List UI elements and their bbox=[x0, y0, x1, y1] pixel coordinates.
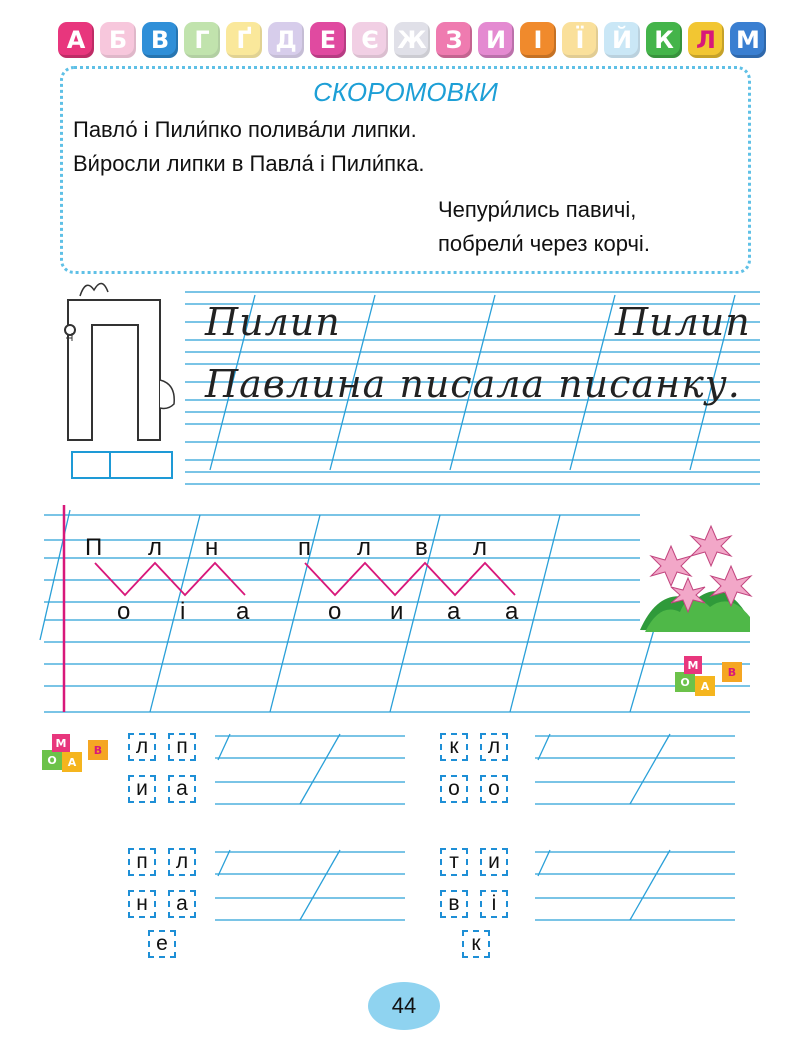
alphabet-tile: В bbox=[142, 22, 178, 58]
alphabet-tile: Ж bbox=[394, 22, 430, 58]
page-number: 44 bbox=[368, 982, 440, 1030]
letter-cell: н bbox=[128, 890, 156, 918]
syllable-connectors bbox=[95, 563, 515, 595]
twister-line-4: побрели́ через корчі. bbox=[438, 231, 650, 256]
exercise-ruling bbox=[215, 734, 735, 920]
alphabet-tile: Г bbox=[184, 22, 220, 58]
alphabet-tile: Л bbox=[688, 22, 724, 58]
svg-text:А: А bbox=[700, 680, 710, 693]
letter-cell: а bbox=[168, 890, 196, 918]
syllable-top-letter: л bbox=[473, 534, 488, 561]
alphabet-tile: М bbox=[730, 22, 766, 58]
twister-line-3: Чепури́лись павичі, bbox=[438, 197, 637, 222]
letter-cell: и bbox=[128, 775, 156, 803]
alphabet-tile: И bbox=[478, 22, 514, 58]
letter-cell: о bbox=[440, 775, 468, 803]
letter-cell: п bbox=[128, 848, 156, 876]
letter-cell: к bbox=[462, 930, 490, 958]
syllable-bottom-letter: а bbox=[236, 598, 250, 625]
svg-text:О: О bbox=[47, 754, 57, 767]
syllable-bottom-letter: а bbox=[505, 598, 519, 625]
letter-cell: а bbox=[168, 775, 196, 803]
svg-text:В: В bbox=[727, 666, 737, 679]
svg-text:А: А bbox=[67, 756, 77, 769]
toy-blocks-icon bbox=[42, 734, 108, 772]
syllable-top-letter: п bbox=[298, 534, 311, 561]
alphabet-tile: Б bbox=[100, 22, 136, 58]
letter-cell: е bbox=[148, 930, 176, 958]
letter-cell: л bbox=[480, 733, 508, 761]
alphabet-tile: Ї bbox=[562, 22, 598, 58]
letter-cell: о bbox=[480, 775, 508, 803]
alphabet-tile: Й bbox=[604, 22, 640, 58]
script-word-1: Пилип bbox=[205, 300, 341, 344]
syllable-top-letter: л bbox=[148, 534, 163, 561]
alphabet-tile: І bbox=[520, 22, 556, 58]
syllable-top-letter: П bbox=[85, 534, 103, 561]
syllable-top-letter: в bbox=[415, 534, 428, 561]
svg-text:М: М bbox=[687, 659, 699, 672]
toy-blocks-icon bbox=[675, 656, 742, 696]
flowers-illustration bbox=[640, 520, 751, 632]
syllable-bottom-letter: а bbox=[447, 598, 461, 625]
letter-cell: і bbox=[480, 890, 508, 918]
twister-line-2: Ви́росли липки в Павла́ і Пили́пка. bbox=[73, 151, 425, 176]
letter-cell: и bbox=[480, 848, 508, 876]
script-word-2: Пилип bbox=[615, 300, 751, 344]
syllable-bottom-letter: і bbox=[180, 598, 186, 625]
letter-cell: л bbox=[128, 733, 156, 761]
syllable-top-letter: л bbox=[357, 534, 372, 561]
alphabet-tile: А bbox=[58, 22, 94, 58]
alphabet-tile: З bbox=[436, 22, 472, 58]
twister-line-1: Павло́ і Пили́пко полива́ли липки. bbox=[73, 117, 417, 142]
svg-text:В: В bbox=[93, 744, 103, 757]
tongue-twisters-title: СКОРОМОВКИ bbox=[313, 77, 498, 107]
alphabet-tile: Д bbox=[268, 22, 304, 58]
letter-cell: л bbox=[168, 848, 196, 876]
syllable-bottom-letter: о bbox=[328, 598, 342, 625]
svg-text:М: М bbox=[55, 737, 67, 750]
alphabet-tile: Є bbox=[352, 22, 388, 58]
script-sentence: Павлина писала писанку. bbox=[205, 362, 741, 406]
alphabet-tile: Е bbox=[310, 22, 346, 58]
alphabet-tile: К bbox=[646, 22, 682, 58]
letter-cell: п bbox=[168, 733, 196, 761]
syllable-top-letter: н bbox=[205, 534, 219, 561]
letter-p-illustration bbox=[65, 283, 174, 440]
syllable-bottom-letter: о bbox=[117, 598, 131, 625]
alphabet-tile: Ґ bbox=[226, 22, 262, 58]
syllable-bottom-letter: и bbox=[390, 598, 404, 625]
letter-cell: в bbox=[440, 890, 468, 918]
svg-text:О: О bbox=[680, 676, 690, 689]
answer-box bbox=[72, 452, 172, 478]
letter-cell: т bbox=[440, 848, 468, 876]
letter-cell: к bbox=[440, 733, 468, 761]
